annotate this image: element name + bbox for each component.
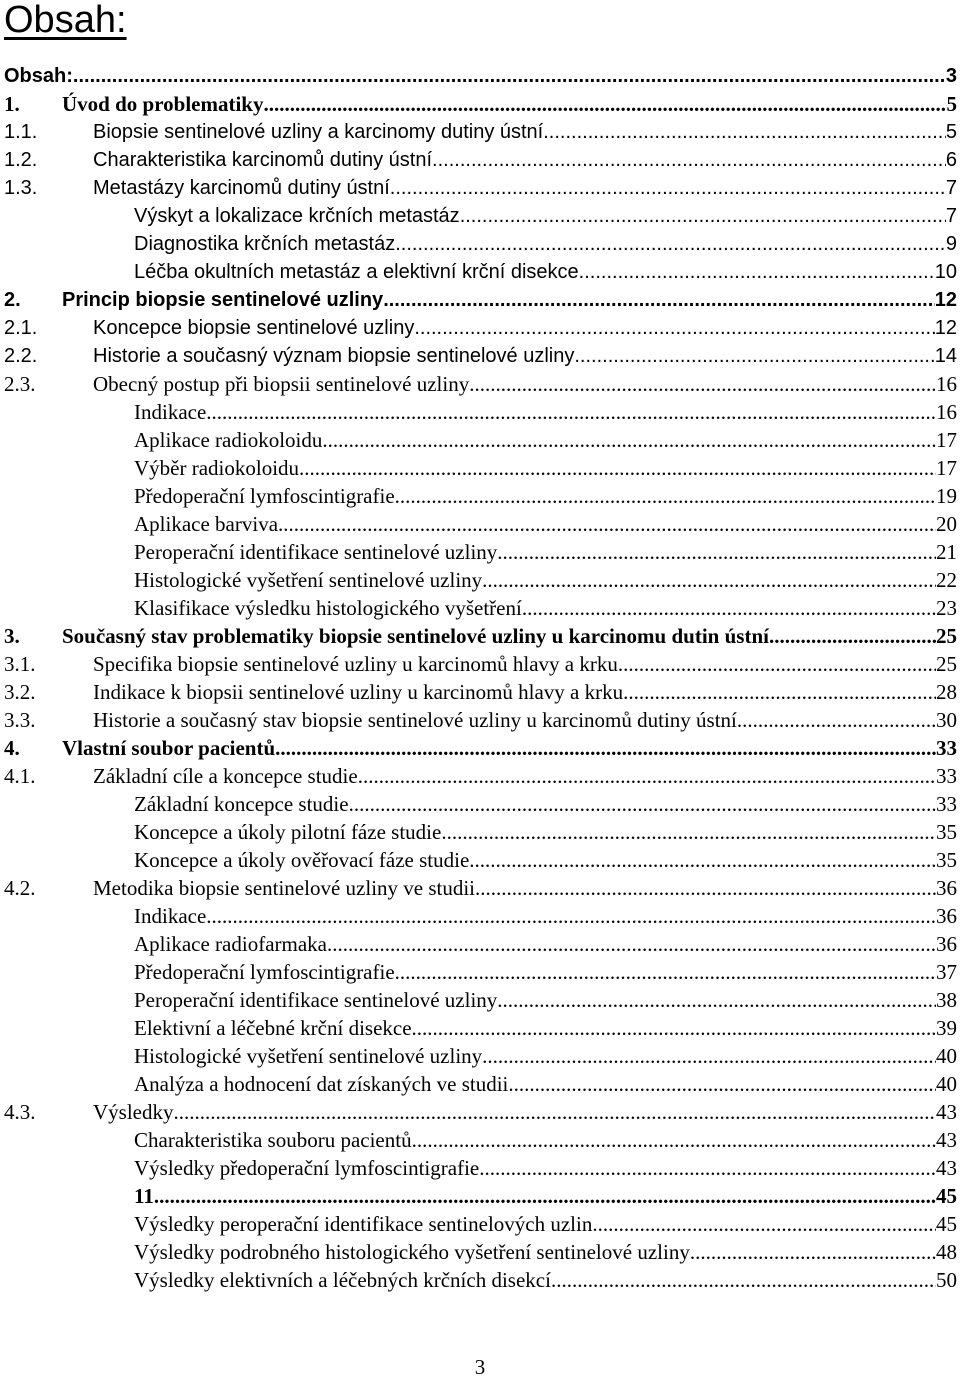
toc-entry[interactable] <box>0 594 960 622</box>
toc-entry-page: 25 <box>936 624 957 648</box>
toc-dot-leader <box>469 846 936 874</box>
toc-entry[interactable] <box>0 678 960 706</box>
toc-entry[interactable] <box>0 930 960 958</box>
toc-entry-page: 28 <box>936 680 957 704</box>
toc-entry-page: 40 <box>936 1072 957 1096</box>
toc-entry[interactable] <box>0 650 960 678</box>
toc-dot-leader <box>322 426 936 454</box>
toc-entry-title: Klasifikace výsledku histologického vyšetření <box>134 596 522 620</box>
toc-entry[interactable] <box>0 1154 960 1182</box>
toc-entry-title: Specifika biopsie sentinelové uzliny u karcinomů hlavy a krku <box>93 652 618 676</box>
toc-entry-page: 10 <box>934 261 957 283</box>
toc-entry[interactable] <box>0 286 960 314</box>
toc-entry-title: Indikace <box>134 904 207 928</box>
toc-dot-leader <box>383 286 935 314</box>
toc-entry[interactable] <box>0 118 960 146</box>
toc-entry-title: Předoperační lymfoscintigrafie <box>134 960 395 984</box>
toc-entry-page: 19 <box>936 484 957 508</box>
toc-entry[interactable] <box>0 622 960 650</box>
toc-entry[interactable] <box>0 1070 960 1098</box>
toc-entry-title: Aplikace barviva <box>134 512 279 536</box>
toc-entry-number: 4.2. <box>4 876 36 900</box>
toc-dot-leader <box>497 986 936 1014</box>
toc-dot-leader <box>278 510 936 538</box>
toc-entry-title: Princip biopsie sentinelové uzliny <box>62 289 384 311</box>
toc-entry-title: Výskyt a lokalizace krčních metastáz <box>134 205 460 227</box>
table-of-contents <box>0 62 960 1294</box>
toc-dot-leader <box>508 1070 936 1098</box>
toc-entry-title: Výsledky <box>93 1100 174 1124</box>
toc-entry-number: 2.2. <box>4 345 38 367</box>
toc-entry[interactable] <box>0 762 960 790</box>
toc-entry[interactable] <box>0 174 960 202</box>
toc-entry-page: 7 <box>945 205 957 227</box>
toc-entry-title: Léčba okultních metastáz a elektivní krční disekce <box>134 261 579 283</box>
toc-entry-title: Koncepce a úkoly pilotní fáze studie <box>134 820 442 844</box>
toc-dot-leader <box>263 90 946 118</box>
toc-entry-page: 48 <box>936 1240 957 1264</box>
toc-entry[interactable] <box>0 566 960 594</box>
toc-dot-leader <box>579 258 935 286</box>
toc-entry-title: Biopsie sentinelové uzliny a karcinomy dutiny ústní <box>93 121 544 143</box>
toc-entry[interactable] <box>0 1266 960 1294</box>
toc-entry-title: Elektivní a léčebné krční disekce <box>134 1016 412 1040</box>
toc-entry-title: Výsledky předoperační lymfoscintigrafie <box>134 1156 480 1180</box>
toc-entry-number: 4.3. <box>4 1100 36 1124</box>
toc-entry[interactable] <box>0 510 960 538</box>
toc-dot-leader <box>574 342 934 370</box>
toc-entry-title: Charakteristika karcinomů dutiny ústní <box>93 149 433 171</box>
toc-dot-leader <box>174 1098 937 1126</box>
toc-dot-leader <box>159 1182 936 1210</box>
toc-entry-title: Vlastní soubor pacientů <box>62 736 276 760</box>
toc-entry-page: 20 <box>936 512 957 536</box>
toc-entry[interactable] <box>0 314 960 342</box>
toc-entry-title: 11. <box>134 1184 160 1208</box>
toc-entry-page: 36 <box>936 876 957 900</box>
toc-entry-page: 40 <box>936 1044 957 1068</box>
toc-entry-number: 1.3. <box>4 177 38 199</box>
toc-entry-page: 33 <box>936 764 957 788</box>
toc-entry-page: 45 <box>936 1184 957 1208</box>
page-heading: Obsah: <box>4 0 127 41</box>
toc-dot-leader <box>349 790 936 818</box>
toc-entry-number: 3.2. <box>4 680 36 704</box>
footer-page-number: 3 <box>474 1355 486 1379</box>
toc-entry-page: 38 <box>936 988 957 1012</box>
toc-entry-title: Metodika biopsie sentinelové uzliny ve studii <box>93 876 476 900</box>
toc-entry-page: 12 <box>934 317 957 339</box>
toc-entry[interactable] <box>0 90 960 118</box>
toc-entry-title: Obecný postup při biopsii sentinelové uzliny <box>93 372 470 396</box>
toc-entry-page: 14 <box>934 345 957 367</box>
toc-entry-page: 36 <box>936 932 957 956</box>
toc-entry[interactable] <box>0 202 960 230</box>
toc-entry-title: Peroperační identifikace sentinelové uzliny <box>134 988 498 1012</box>
toc-dot-leader <box>769 622 936 650</box>
toc-entry-title: Histologické vyšetření sentinelové uzliny <box>134 568 483 592</box>
toc-entry-title: Peroperační identifikace sentinelové uzliny <box>134 540 498 564</box>
toc-entry[interactable] <box>0 902 960 930</box>
toc-entry-title: Aplikace radiofarmaka <box>134 932 327 956</box>
toc-entry-title: Výběr radiokoloidu <box>134 456 300 480</box>
toc-entry-page: 43 <box>936 1128 957 1152</box>
toc-entry-title: Výsledky peroperační identifikace sentinelových uzlin <box>134 1212 593 1236</box>
toc-entry-title: Výsledky elektivních a léčebných krčních disekcí <box>134 1268 551 1292</box>
toc-entry-page: 3 <box>945 65 957 87</box>
toc-entry-title: Histologické vyšetření sentinelové uzliny <box>134 1044 483 1068</box>
toc-dot-leader <box>469 370 936 398</box>
toc-dot-leader <box>441 818 936 846</box>
toc-dot-leader <box>395 482 936 510</box>
toc-entry-number: 2. <box>4 289 21 311</box>
toc-entry[interactable] <box>0 482 960 510</box>
toc-entry-title: Diagnostika krčních metastáz <box>134 233 396 255</box>
toc-entry[interactable] <box>0 146 960 174</box>
toc-entry[interactable] <box>0 1210 960 1238</box>
toc-dot-leader <box>497 538 936 566</box>
toc-entry-title: Současný stav problematiky biopsie sentinelové uzliny u karcinomu dutin ústní <box>62 624 769 648</box>
toc-entry-title: Základní koncepce studie <box>134 792 349 816</box>
toc-entry-number: 1. <box>4 92 20 116</box>
toc-entry-number: 4.1. <box>4 764 36 788</box>
toc-entry-title: Historie a současný stav biopsie sentinelové uzliny u karcinomů dutiny ústní <box>93 708 737 732</box>
toc-dot-leader <box>395 958 936 986</box>
toc-entry-page: 35 <box>936 820 957 844</box>
toc-dot-leader <box>327 930 936 958</box>
toc-dot-leader <box>432 146 946 174</box>
toc-dot-leader <box>206 902 936 930</box>
toc-dot-leader <box>618 650 936 678</box>
toc-entry-page: 7 <box>945 177 957 199</box>
toc-dot-leader <box>395 230 946 258</box>
toc-entry[interactable] <box>0 734 960 762</box>
toc-entry-page: 45 <box>936 1212 957 1236</box>
toc-entry[interactable] <box>0 1098 960 1126</box>
toc-entry-title: Analýza a hodnocení dat získaných ve studii <box>134 1072 509 1096</box>
toc-entry-page: 30 <box>936 708 957 732</box>
toc-entry-page: 16 <box>936 400 957 424</box>
toc-entry[interactable] <box>0 62 960 90</box>
toc-entry-page: 43 <box>936 1156 957 1180</box>
toc-entry-title: Indikace <box>134 400 207 424</box>
toc-entry[interactable] <box>0 1042 960 1070</box>
toc-entry-page: 37 <box>936 960 957 984</box>
toc-entry[interactable] <box>0 230 960 258</box>
toc-entry-title: Obsah: <box>4 65 73 87</box>
toc-dot-leader <box>482 566 936 594</box>
toc-entry[interactable] <box>0 874 960 902</box>
toc-entry-page: 17 <box>936 428 957 452</box>
toc-dot-leader <box>460 202 946 230</box>
toc-dot-leader <box>299 454 936 482</box>
toc-entry[interactable] <box>0 790 960 818</box>
toc-dot-leader <box>73 62 946 90</box>
toc-entry-title: Historie a současný význam biopsie sentinelové uzliny <box>93 345 575 367</box>
toc-entry[interactable] <box>0 706 960 734</box>
toc-dot-leader <box>412 1126 936 1154</box>
toc-dot-leader <box>522 594 936 622</box>
toc-entry[interactable] <box>0 1238 960 1266</box>
toc-entry-number: 1.1. <box>4 121 38 143</box>
toc-dot-leader <box>737 706 936 734</box>
toc-entry[interactable] <box>0 1014 960 1042</box>
toc-entry-title: Výsledky podrobného histologického vyšetření sentinelové uzliny <box>134 1240 690 1264</box>
toc-entry-number: 4. <box>4 736 20 760</box>
toc-entry-title: Charakteristika souboru pacientů <box>134 1128 412 1152</box>
toc-entry-title: Koncepce a úkoly ověřovací fáze studie <box>134 848 470 872</box>
toc-entry-title: Metastázy karcinomů dutiny ústní <box>93 177 390 199</box>
toc-dot-leader <box>482 1042 936 1070</box>
toc-entry-page: 21 <box>936 540 957 564</box>
toc-entry-page: 22 <box>936 568 957 592</box>
toc-dot-leader <box>206 398 936 426</box>
toc-entry-title: Úvod do problematiky <box>62 92 264 116</box>
toc-entry-page: 5 <box>945 121 957 143</box>
toc-dot-leader <box>479 1154 936 1182</box>
toc-dot-leader <box>275 734 936 762</box>
toc-dot-leader <box>551 1266 936 1294</box>
toc-entry[interactable] <box>0 1182 960 1210</box>
toc-entry-page: 43 <box>936 1100 957 1124</box>
toc-entry-number: 2.1. <box>4 317 38 339</box>
toc-dot-leader <box>414 314 934 342</box>
toc-entry-page: 12 <box>934 289 957 311</box>
toc-entry-page: 6 <box>945 149 957 171</box>
toc-entry-title: Aplikace radiokoloidu <box>134 428 323 452</box>
toc-dot-leader <box>690 1238 936 1266</box>
toc-entry-title: Indikace k biopsii sentinelové uzliny u karcinomů hlavy a krku <box>93 680 624 704</box>
toc-entry-page: 36 <box>936 904 957 928</box>
toc-entry-number: 1.2. <box>4 149 38 171</box>
toc-entry-title: Předoperační lymfoscintigrafie <box>134 484 395 508</box>
toc-entry-page: 33 <box>936 736 957 760</box>
toc-entry[interactable] <box>0 986 960 1014</box>
toc-entry[interactable] <box>0 370 960 398</box>
toc-entry[interactable] <box>0 1126 960 1154</box>
toc-dot-leader <box>623 678 936 706</box>
toc-entry[interactable] <box>0 342 960 370</box>
toc-dot-leader <box>543 118 946 146</box>
toc-entry-number: 3. <box>4 624 20 648</box>
toc-entry-page: 5 <box>946 92 957 116</box>
toc-entry-page: 9 <box>945 233 957 255</box>
toc-dot-leader <box>592 1210 936 1238</box>
toc-entry[interactable] <box>0 846 960 874</box>
toc-dot-leader <box>390 174 946 202</box>
toc-entry[interactable] <box>0 958 960 986</box>
toc-entry-number: 2.3. <box>4 372 36 396</box>
toc-entry[interactable] <box>0 398 960 426</box>
toc-dot-leader <box>475 874 936 902</box>
toc-entry[interactable] <box>0 538 960 566</box>
toc-entry-title: Koncepce biopsie sentinelové uzliny <box>93 317 415 339</box>
toc-entry[interactable] <box>0 426 960 454</box>
toc-entry-page: 16 <box>936 372 957 396</box>
toc-dot-leader <box>412 1014 936 1042</box>
toc-entry-page: 39 <box>936 1016 957 1040</box>
toc-entry-title: Základní cíle a koncepce studie <box>93 764 358 788</box>
toc-entry-page: 17 <box>936 456 957 480</box>
toc-dot-leader <box>358 762 936 790</box>
toc-entry-page: 25 <box>936 652 957 676</box>
toc-entry-number: 3.1. <box>4 652 36 676</box>
toc-entry-page: 23 <box>936 596 957 620</box>
toc-entry[interactable] <box>0 258 960 286</box>
toc-entry-page: 35 <box>936 848 957 872</box>
toc-entry-page: 33 <box>936 792 957 816</box>
toc-entry[interactable] <box>0 454 960 482</box>
toc-entry-number: 3.3. <box>4 708 36 732</box>
toc-entry-page: 50 <box>936 1268 957 1292</box>
toc-entry[interactable] <box>0 818 960 846</box>
